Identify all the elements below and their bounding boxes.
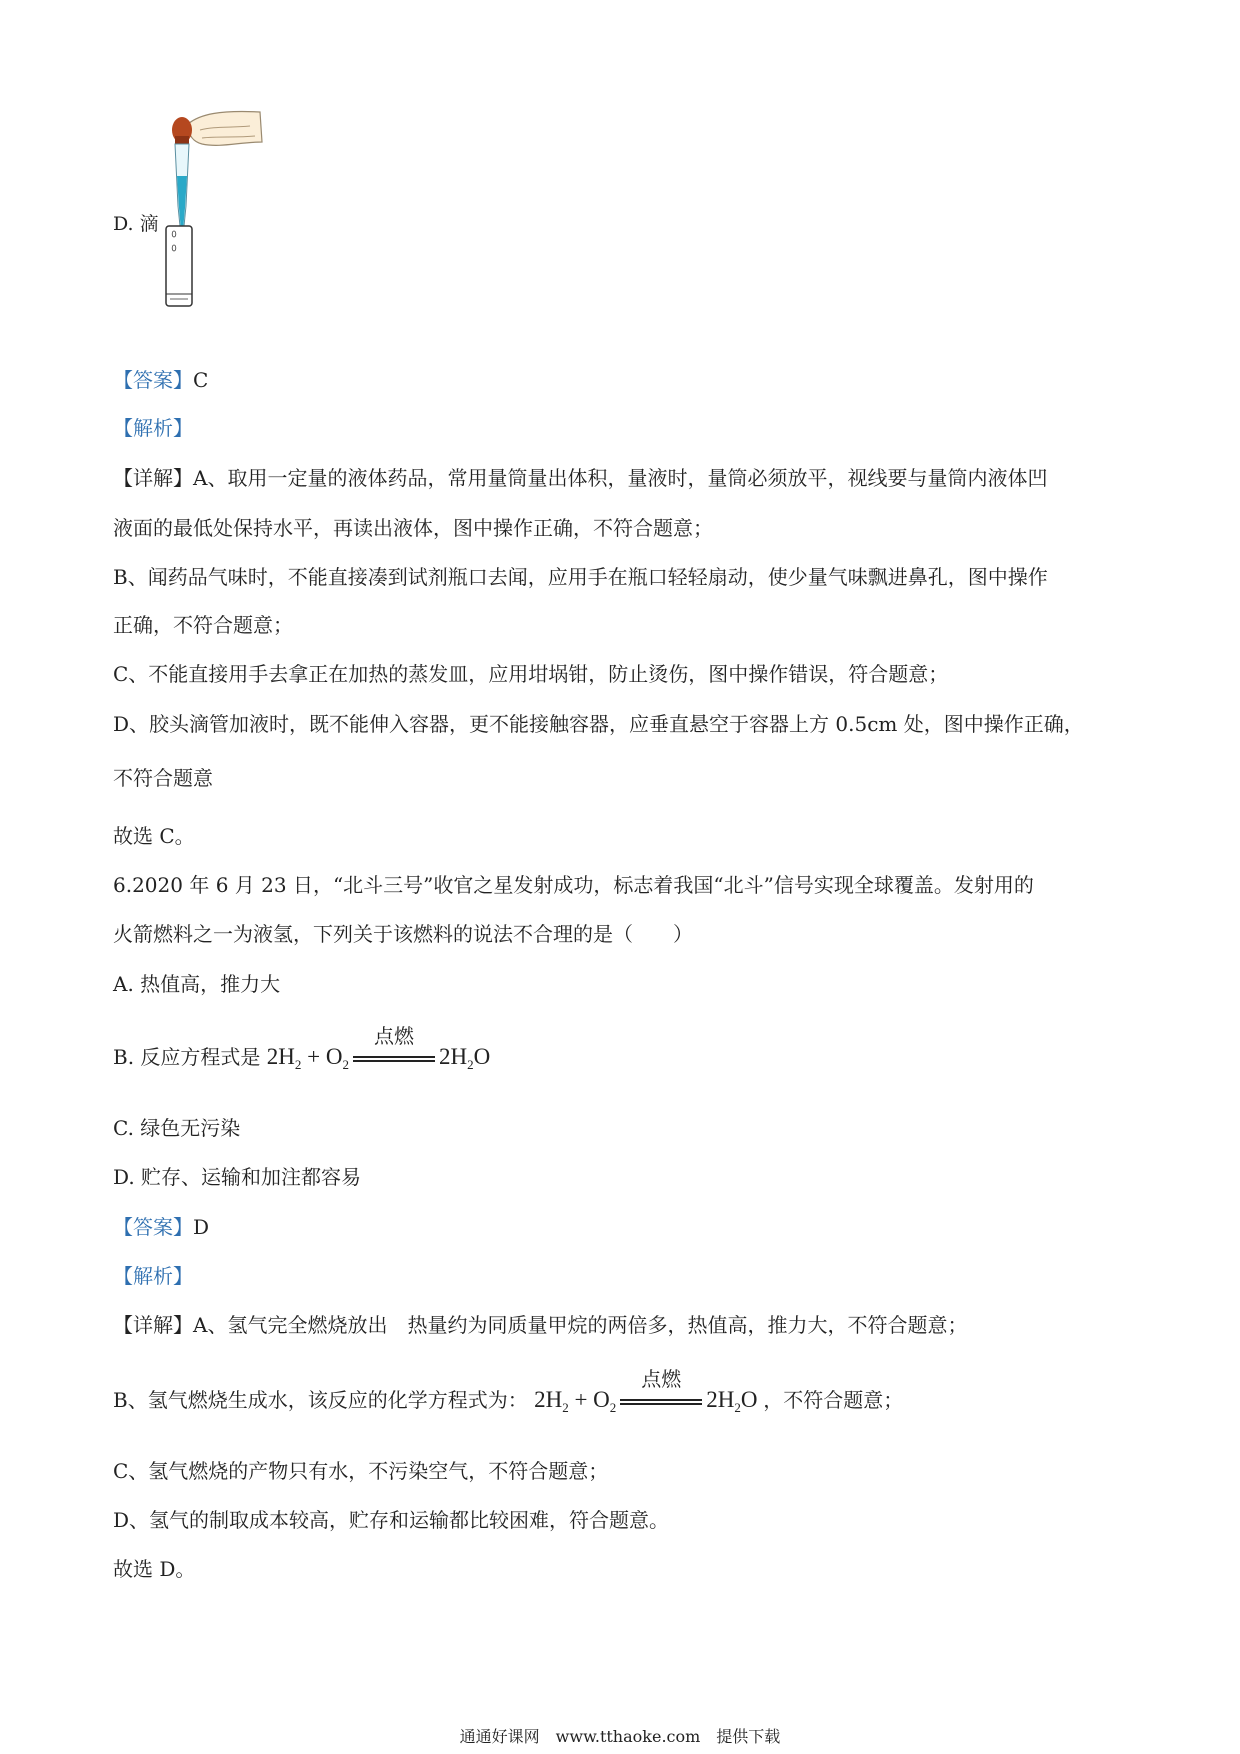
eq2-right-a: 2H [706,1387,735,1412]
eq-sub3: 2 [467,1057,474,1072]
eq-sub1: 2 [294,1057,302,1072]
reaction-arrow-2 [620,1366,702,1407]
answer-tag: 【答案】 [113,368,193,392]
detail1-line-0: 【详解】A、取用一定量的液体药品，常用量筒量出体积，量液时，量筒必须放平，视线要与量筒内液体凹 [113,466,1048,490]
option-a: A. 热值高，推力大 [113,972,281,996]
option-b-prefix: B. 反应方程式是 [113,1045,261,1069]
answer-line-1 [113,368,208,392]
conclusion-1: 故选 C。 [113,824,195,848]
analysis-tag-1: 【解析】 [113,416,193,440]
eq2-plus: + O [568,1387,610,1412]
reaction-condition-2: 点燃 [641,1366,682,1391]
equation-b [266,1023,491,1072]
detail1-line-1: 液面的最低处保持水平，再读出液体，图中操作正确，不符合题意； [113,516,713,540]
detail1-line-4: C、不能直接用手去拿正在加热的蒸发皿，应用坩埚钳，防止烫伤，图中操作错误，符合题意； [113,662,949,686]
reaction-condition: 点燃 [374,1023,414,1048]
eq2-right-b: O [740,1387,758,1412]
detail2-b [113,1366,904,1416]
dropper-illustration [160,96,270,351]
page-footer: 通通好课网 www.tthaoke.com 提供下载 [459,1727,781,1746]
option-d-label: D. 滴 [113,213,159,235]
analysis-tag-2: 【解析】 [113,1264,193,1288]
detail1-line-2: B、闻药品气味时，不能直接凑到试剂瓶口去闻，应用手在瓶口轻轻扇动，使少量气味飘进鼻孔，图中操作 [113,565,1048,589]
detail2-d: D、氢气的制取成本较高，贮存和运输都比较困难，符合题意。 [113,1508,670,1532]
option-d: D. 贮存、运输和加注都容易 [113,1165,362,1189]
eq2-sub1: 2 [562,1400,569,1415]
option-b [113,1023,491,1073]
eq-plus: + O [301,1044,343,1069]
detail1-line-6: 不符合题意 [113,766,213,790]
answer-value: C [193,368,209,392]
eq2-sub3: 2 [734,1400,741,1415]
detail2-b-suffix: ，不符合题意； [763,1388,904,1412]
eq-right-b: O [473,1044,491,1069]
reaction-arrow [353,1023,435,1064]
eq-right-a: 2H [439,1044,468,1069]
answer-value-2: D [193,1215,210,1239]
eq-sub2: 2 [342,1057,349,1072]
answer-line-2 [113,1215,209,1239]
detail1-line-3: 正确，不符合题意； [113,613,293,637]
option-c: C. 绿色无污染 [113,1116,241,1140]
detail1-line-5: D、胶头滴管加液时，既不能伸入容器，更不能接触容器，应垂直悬空于容器上方 0.5cm 处，图中操作正确， [113,712,1084,736]
detail2-b-prefix: B、氢气燃烧生成水，该反应的化学方程式为： [113,1388,528,1412]
equation-detail [534,1366,763,1415]
detail2-a: 【详解】A、氢气完全燃烧放出 热量约为同质量甲烷的两倍多，热值高，推力大，不符合题意； [113,1313,968,1337]
eq2-sub2: 2 [609,1400,617,1415]
conclusion-2: 故选 D。 [113,1557,196,1581]
question6-line-0: 6.2020 年 6 月 23 日，“北斗三号”收官之星发射成功，标志着我国“北斗”信号实现全球覆盖。发射用的 [113,873,1034,897]
answer-tag-2: 【答案】 [113,1215,193,1239]
eq2-left-a: 2H [534,1387,563,1412]
eq-left-a: 2H [266,1044,295,1069]
question6-line-1: 火箭燃料之一为液氢，下列关于该燃料的说法不合理的是（ ） [113,922,693,946]
detail2-c: C、氢气燃烧的产物只有水，不污染空气，不符合题意； [113,1459,609,1483]
